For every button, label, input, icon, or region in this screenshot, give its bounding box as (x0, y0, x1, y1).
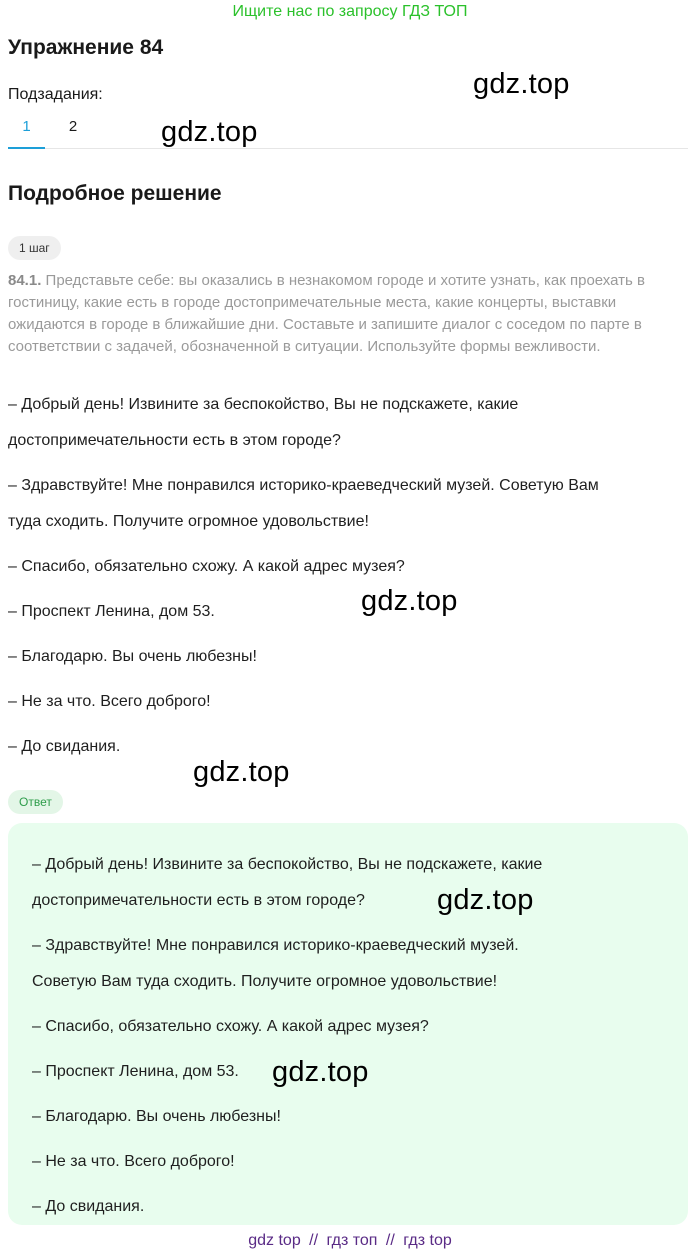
watermark: gdz.top (161, 116, 258, 148)
answer-line: – Проспект Ленина, дом 53. (32, 1063, 239, 1080)
answer-line: Советую Вам туда сходить. Получите огромное удовольствие! (32, 973, 498, 990)
footer-links (0, 1228, 700, 1254)
watermark: gdz.top (473, 68, 570, 100)
solution-line: – Добрый день! Извините за беспокойство, Вы не подскажете, какие (8, 396, 519, 413)
search-hint-banner: Ищите нас по запросу ГДЗ ТОП (232, 3, 468, 20)
answer-line: – Здравствуйте! Мне понравился историко-краеведческий музей. (32, 937, 519, 954)
task-statement (8, 270, 688, 358)
task-number: 84.1. (8, 272, 42, 289)
solution-line: – Здравствуйте! Мне понравился историко-краеведческий музей. Советую Вам (8, 477, 599, 494)
footer-separator: // (385, 1232, 395, 1249)
answer-line: – Добрый день! Извините за беспокойство, Вы не подскажете, какие (32, 856, 543, 873)
solution-line: – Благодарю. Вы очень любезны! (8, 648, 257, 665)
solution-line: – До свидания. (8, 738, 121, 755)
answer-line: – Благодарю. Вы очень любезны! (32, 1108, 281, 1125)
solution-line: туда сходить. Получите огромное удовольствие! (8, 513, 369, 530)
tab-subtask-1[interactable]: 1 (22, 118, 31, 135)
watermark: gdz.top (437, 884, 534, 916)
answer-line: – Не за что. Всего доброго! (32, 1153, 235, 1170)
answer-line: – Спасибо, обязательно схожу. А какой адрес музея? (32, 1018, 429, 1035)
solution-heading: Подробное решение (8, 182, 222, 205)
task-text: Представьте себе: вы оказались в незнакомом городе и хотите узнать, как проехать в гостиницу, какие есть в городе достопримечательные места, какие концерты, выставки ожидаются в городе в ближайшие дни. Составьте и запишите диалог с соседом по парте в соответствии с задачей, обозначенной в ситуации. Используйте формы вежливости. (8, 272, 645, 355)
solution-line: – Проспект Ленина, дом 53. (8, 603, 215, 620)
answer-line: достопримечательности есть в этом городе? (32, 892, 365, 909)
answer-box (8, 823, 688, 1225)
watermark: gdz.top (193, 756, 290, 788)
page-title: Упражнение 84 (8, 36, 164, 59)
solution-line: – Не за что. Всего доброго! (8, 693, 211, 710)
footer-separator: // (309, 1232, 319, 1249)
answer-line: – До свидания. (32, 1198, 145, 1215)
tab-subtask-2[interactable]: 2 (68, 118, 78, 135)
solution-line: – Спасибо, обязательно схожу. А какой адрес музея? (8, 558, 405, 575)
step-badge: 1 шаг (8, 236, 61, 260)
footer-link-gdz-top[interactable]: gdz top (248, 1232, 301, 1249)
watermark: gdz.top (272, 1056, 369, 1088)
active-tab-indicator (8, 147, 45, 149)
solution-line: достопримечательности есть в этом городе? (8, 432, 341, 449)
answer-badge: Ответ (8, 790, 63, 814)
watermark: gdz.top (361, 585, 458, 617)
footer-link-gdz-top-mixed[interactable]: гдз top (403, 1232, 452, 1249)
footer-link-gdz-top-cyrillic[interactable]: гдз топ (326, 1232, 378, 1249)
subtasks-tabs (8, 108, 688, 149)
subtasks-label: Подзадания: (8, 86, 103, 103)
